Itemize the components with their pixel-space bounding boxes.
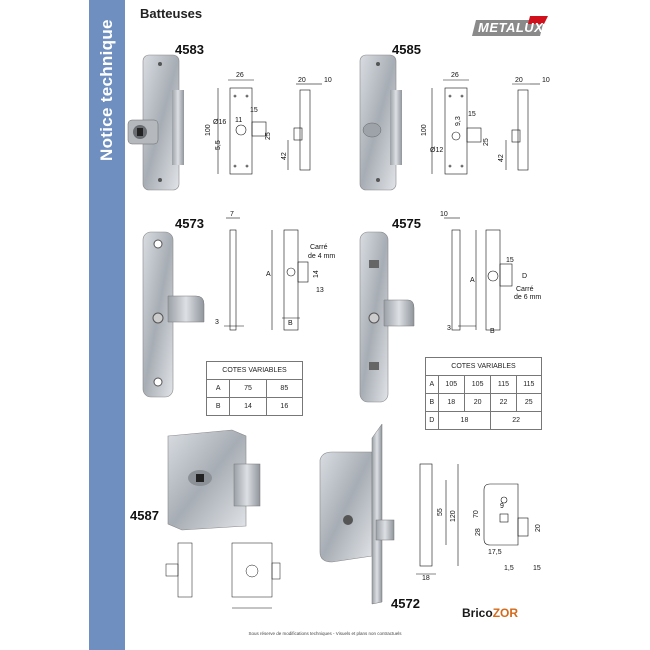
dim-4585-dia12: Ø12 <box>430 147 444 154</box>
dim-4573-de4: de 4 mm <box>308 253 336 260</box>
dim-4583-100: 100 <box>205 124 212 136</box>
model-4583: 4583 <box>175 42 204 57</box>
photo-4572 <box>320 424 394 604</box>
dim-4572-20: 20 <box>535 524 542 532</box>
dim-4573-13: 13 <box>316 287 324 294</box>
model-4572: 4572 <box>391 596 420 611</box>
photo-4573 <box>143 232 204 397</box>
photo-4575 <box>360 232 414 402</box>
dim-4573-7: 7 <box>230 211 234 218</box>
dim-4572-70: 70 <box>473 510 480 518</box>
cotes-table-4573 <box>206 361 303 416</box>
page-title: Batteuses <box>140 6 203 21</box>
dim-4583-15: 15 <box>250 107 258 114</box>
dim-4572-15: 15 <box>533 565 541 572</box>
dim-4575-a: A <box>470 277 475 284</box>
photo-4585 <box>360 55 402 190</box>
dim-4573-b: B <box>288 320 293 327</box>
dim-4572-120: 120 <box>450 510 457 522</box>
dim-4573-carre: Carré <box>310 244 328 251</box>
dim-4585-42: 42 <box>498 154 505 162</box>
dim-4575-3: 3 <box>447 325 451 332</box>
dim-4583-dia16: Ø16 <box>213 119 227 126</box>
dim-4573-14: 14 <box>313 270 320 278</box>
dim-4572-28: 28 <box>475 528 482 536</box>
cotes-table-4575 <box>425 357 542 430</box>
drawing-4585 <box>432 80 540 174</box>
dim-4585-25: 25 <box>483 138 490 146</box>
table-row: A 75 85 <box>207 380 303 398</box>
photo-4583 <box>128 55 184 190</box>
model-4585: 4585 <box>392 42 421 57</box>
table-row: B 18 20 22 25 <box>426 394 542 412</box>
dim-4572-9: 9 <box>500 503 504 510</box>
dim-4583-11: 11 <box>235 117 243 124</box>
drawing-4583 <box>218 80 322 174</box>
dim-4585-20: 20 <box>515 77 523 84</box>
dim-4575-10: 10 <box>440 211 448 218</box>
dim-4573-3: 3 <box>215 319 219 326</box>
model-4587: 4587 <box>130 508 159 523</box>
footer-note: Sous réserve de modifications techniques - Visuels et plans non contractuels <box>248 631 402 636</box>
dim-4575-b: B <box>490 328 495 335</box>
metalux-logo-text: METALUX <box>478 20 544 35</box>
dim-4572-18: 18 <box>422 575 430 582</box>
dim-4583-5-5: 5,5 <box>215 140 222 150</box>
dim-4575-carre: Carré <box>516 286 534 293</box>
dim-4583-20: 20 <box>298 77 306 84</box>
dim-4585-10: 10 <box>542 77 550 84</box>
dim-4585-26: 26 <box>451 72 459 79</box>
table-row: B 14 16 <box>207 398 303 416</box>
dim-4572-17-5: 17,5 <box>488 549 502 556</box>
dim-4585-15: 15 <box>468 111 476 118</box>
dim-4575-de6: de 6 mm <box>514 294 542 301</box>
dim-4583-26: 26 <box>236 72 244 79</box>
dim-4572-55: 55 <box>437 508 444 516</box>
dim-4583-25: 25 <box>265 132 272 140</box>
table-4573-header: COTES VARIABLES <box>207 362 303 380</box>
photo-4587 <box>168 430 260 530</box>
drawing-4575 <box>444 218 512 330</box>
sidebar-title: Notice technique <box>97 19 116 161</box>
drawing-4587 <box>166 543 280 608</box>
dim-4575-15: 15 <box>506 257 514 264</box>
table-row: A 105 105 115 115 <box>426 376 542 394</box>
table-4575-header: COTES VARIABLES <box>426 358 542 376</box>
model-4575: 4575 <box>392 216 421 231</box>
dim-4575-d: D <box>522 273 528 280</box>
model-4573: 4573 <box>175 216 204 231</box>
bricozor-logo: BricoZOR <box>462 606 519 620</box>
dim-4572-1-5: 1,5 <box>504 565 514 572</box>
table-row: D 18 22 <box>426 412 542 430</box>
dim-4585-100: 100 <box>421 124 428 136</box>
dim-4585-9-3: 9,3 <box>455 116 462 126</box>
dim-4573-a: A <box>266 271 271 278</box>
dim-4583-10: 10 <box>324 77 332 84</box>
dim-4583-42: 42 <box>281 152 288 160</box>
drawing-4572 <box>416 464 528 574</box>
